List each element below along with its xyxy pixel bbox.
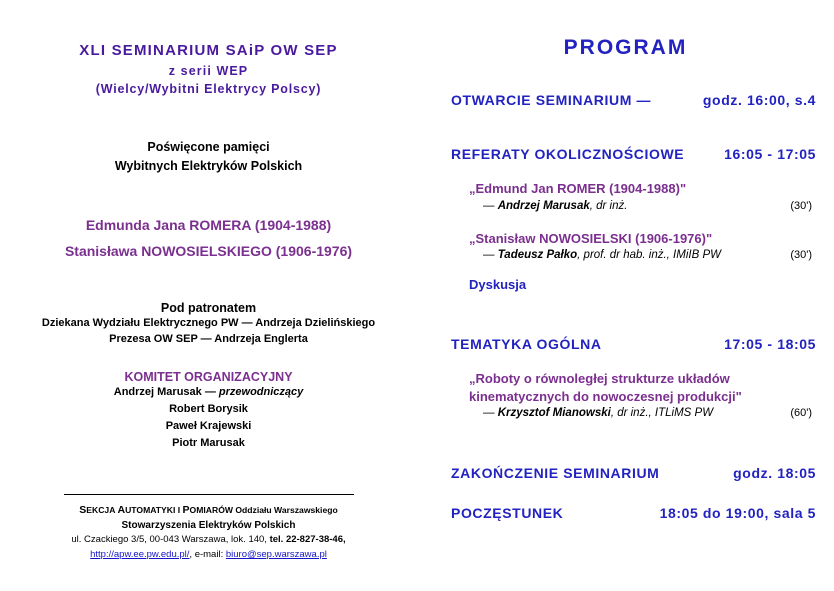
talk-author-affiliation: , dr inż. [589, 199, 628, 212]
section-refreshments [417, 505, 834, 521]
footer-email-label: , e-mail: [189, 549, 226, 561]
section-general-time: 17:05 - 18:05 [724, 336, 816, 353]
section-closing-time: godz. 18:05 [733, 465, 816, 482]
talk-author-affiliation: , prof. dr hab. inż., IMiIB PW [577, 249, 721, 262]
talk-item [417, 180, 834, 212]
committee-member-role: przewodniczący [218, 385, 304, 398]
footer-links [0, 548, 417, 563]
talk-duration: (30') [790, 249, 812, 262]
talk-author [483, 407, 713, 419]
talk-duration: (30') [790, 199, 812, 212]
talk-author-name: Andrzej Marusak [497, 199, 590, 212]
committee-member [0, 384, 417, 401]
talk-title-line2: kinematycznych do nowoczesnej produkcji" [469, 388, 742, 404]
talk-title-line1: „Roboty o równoległej strukturze układów [469, 371, 730, 387]
talk-author-row [469, 200, 816, 212]
section-general-label: TEMATYKA OGÓLNA [451, 336, 602, 353]
patronage-title: Pod patronatem [160, 300, 257, 315]
committee-title: KOMITET ORGANIZACYJNY [124, 369, 293, 384]
patronage-line-1: Dziekana Wydziału Elektrycznego PW — Andrzeja Dzielińskiego [41, 316, 376, 329]
talk-item [417, 370, 834, 419]
section-papers-label: REFERATY OKOLICZNOŚCIOWE [451, 146, 685, 162]
seminar-title-line3: (Wielcy/Wybitni Elektrycy Polscy) [95, 81, 322, 96]
section-closing-label: ZAKOŃCZENIE SEMINARIUM [451, 465, 660, 482]
talk-author-affiliation: , dr inż., ITLiMS PW [610, 407, 714, 420]
talk-dash: — [483, 199, 498, 212]
talk-item [417, 230, 834, 262]
talk-duration: (60') [790, 407, 812, 420]
seminar-title-line2: z serii WEP [168, 63, 249, 78]
talk-title: „Edmund Jan ROMER (1904-1988)" [469, 181, 687, 196]
section-papers-time: 16:05 - 17:05 [724, 146, 816, 162]
section-opening-label: OTWARCIE SEMINARIUM — [451, 92, 652, 108]
footer-divider [64, 494, 354, 495]
program-title: PROGRAM [563, 36, 688, 59]
talk-author-row [469, 249, 816, 261]
talk-title [469, 370, 769, 405]
footer-phone: tel. 22-827-38-46, [269, 534, 346, 546]
dedication [0, 138, 417, 177]
section-opening [417, 92, 834, 108]
discussion-item: Dyskusja [469, 277, 527, 293]
seminar-title-line1: XLI SEMINARIUM SAiP OW SEP [79, 42, 338, 59]
footer-address-text: ul. Czackiego 3/5, 00-043 Warszawa, lok. 140, [71, 534, 270, 546]
right-column [417, 0, 834, 591]
talk-author-row [469, 407, 816, 419]
footer-cap-a: A [117, 503, 126, 516]
talk-author-name: Tadeusz Pałko [497, 249, 578, 262]
section-papers [417, 146, 834, 162]
dedication-line1: Poświęcone pamięci [147, 140, 270, 154]
footer-cap-p: P [182, 503, 190, 516]
committee-member-name: Andrzej Marusak — [113, 385, 219, 398]
section-refreshments-time: 18:05 do 19:00, sala 5 [659, 505, 816, 522]
committee-member: Piotr Marusak [172, 436, 245, 449]
footer-website-link[interactable]: http://apw.ee.pw.edu.pl/ [90, 549, 190, 561]
footer [0, 502, 417, 563]
patronage-line-2: Prezesa OW SEP — Andrzeja Englerta [109, 333, 308, 346]
footer-cap-s: S [79, 503, 87, 516]
section-closing [417, 465, 834, 481]
footer-organization-line2: Stowarzyszenia Elektryków Polskich [121, 519, 296, 531]
section-refreshments-label: POCZĘSTUNEK [451, 505, 564, 522]
honoree-1: Edmunda Jana ROMERA (1904-1988) [85, 216, 332, 233]
section-opening-time: godz. 16:00, s.4 [702, 92, 816, 108]
footer-sc-3: OMIARÓW Oddziału Warszawskiego [189, 504, 338, 515]
section-general [417, 336, 834, 352]
talk-author [483, 200, 627, 212]
seminar-title [0, 40, 417, 98]
committee-member: Paweł Krajewski [165, 419, 252, 432]
footer-sc-1: EKCJA [86, 504, 118, 515]
footer-email-link[interactable]: biuro@sep.warszawa.pl [225, 549, 327, 561]
dedication-line2: Wybitnych Elektryków Polskich [114, 159, 303, 174]
honorees [0, 213, 417, 265]
footer-sc-2: UTOMATYKI I [125, 504, 183, 515]
footer-address [0, 533, 417, 548]
talk-dash: — [483, 407, 498, 420]
honoree-2: Stanisława NOWOSIELSKIEGO (1906-1976) [64, 242, 353, 259]
talk-author-name: Krzysztof Mianowski [497, 407, 611, 420]
footer-organization-line1 [0, 502, 417, 518]
talk-author [483, 249, 721, 261]
talk-title: „Stanisław NOWOSIELSKI (1906-1976)" [469, 230, 713, 246]
talk-dash: — [483, 249, 498, 262]
committee-member: Robert Borysik [169, 402, 248, 415]
